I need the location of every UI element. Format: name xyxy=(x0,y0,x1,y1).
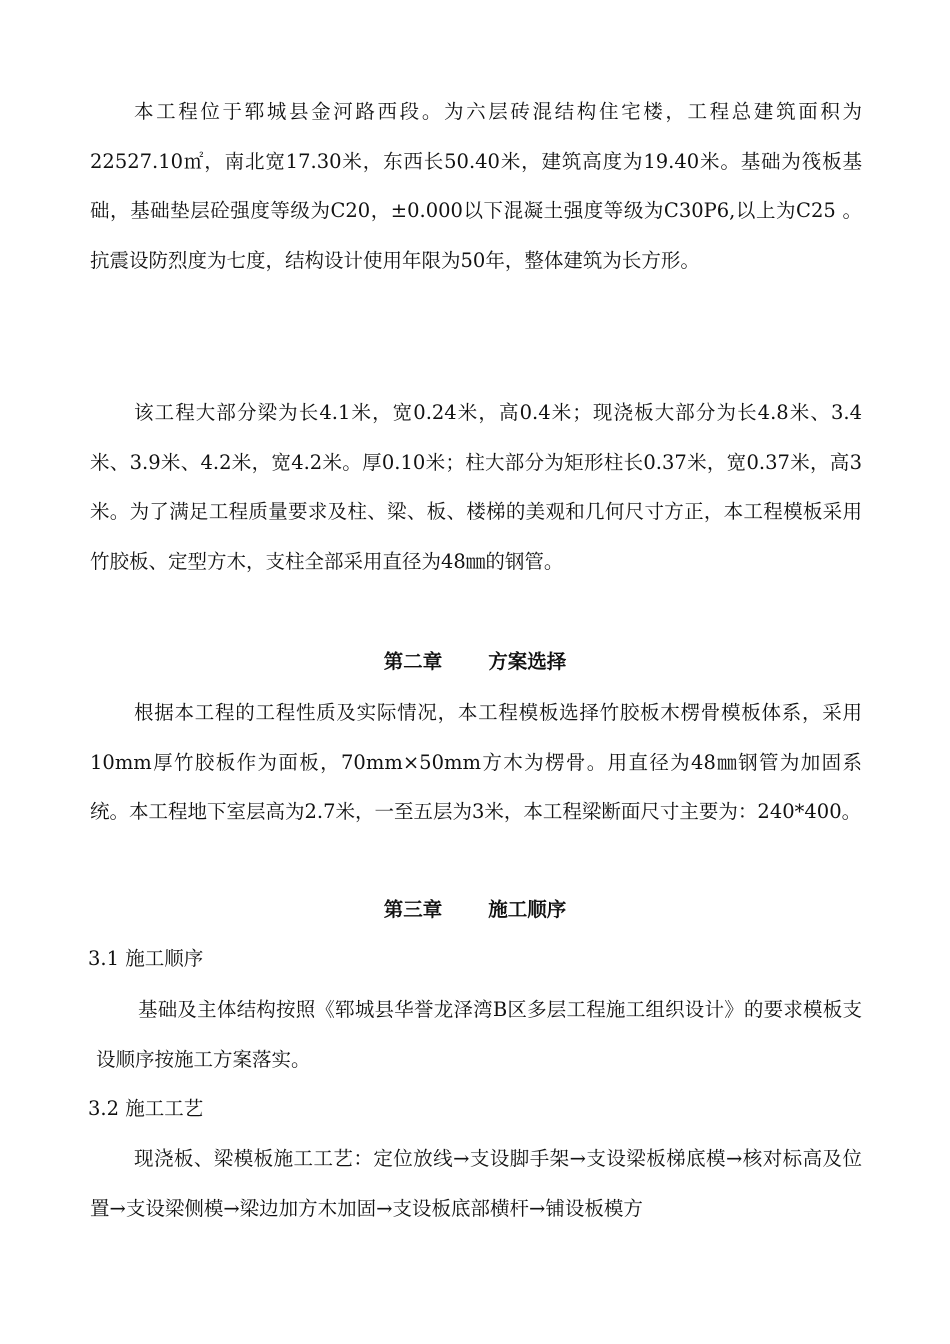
section-3-2-heading: 3.2 施工工艺 xyxy=(88,1097,204,1120)
member-dimensions-paragraph: 该工程大部分梁为长4.1米，宽0.24米，高0.4米；现浇板大部分为长4.8米、3.4米、3.9米、4.2米，宽4.2米。厚0.10米；柱大部分为矩形柱长0.37米，宽0.37米，高3米。为了满足工程质量要求及柱、梁、板、楼梯的美观和几何尺寸方正，本工程模板采用竹胶板、定型方木，支柱全部采用直径为48㎜的钢管。 xyxy=(90,401,862,573)
chapter-3-heading xyxy=(0,895,950,925)
project-overview-paragraph: 本工程位于郓城县金河路西段。为六层砖混结构住宅楼，工程总建筑面积为22527.10㎡，南北宽17.30米，东西长50.40米，建筑高度为19.40米。基础为筏板基础，基础垫层砼强度等级为C20，±0.000以下混凝土强度等级为C30P6,以上为C25 。抗震设防烈度为七度，结构设计使用年限为50年，整体建筑为长方形。 xyxy=(90,100,862,272)
scheme-selection-paragraph: 根据本工程的工程性质及实际情况，本工程模板选择竹胶板木楞骨模板体系，采用10mm厚竹胶板作为面板，70mm×50mm方木为楞骨。用直径为48㎜钢管为加固系统。本工程地下室层高为2.7米，一至五层为3米，本工程梁断面尺寸主要为：240*400。 xyxy=(90,701,862,823)
chapter-3-title: 施工顺序 xyxy=(488,898,567,921)
section-3-1-heading: 3.1 施工顺序 xyxy=(88,947,204,970)
chapter-2-title: 方案选择 xyxy=(488,650,567,673)
construction-process-paragraph: 现浇板、梁模板施工工艺：定位放线→支设脚手架→支设梁板梯底模→核对标高及位置→支设梁侧模→梁边加方木加固→支设板底部横杆→铺设板模方 xyxy=(90,1147,862,1220)
construction-sequence-paragraph: 基础及主体结构按照《郓城县华誉龙泽湾B区多层工程施工组织设计》的要求模板支设顺序按施工方案落实。 xyxy=(96,998,862,1071)
chapter-2-heading xyxy=(0,647,950,677)
chapter-2-number: 第二章 xyxy=(383,650,443,673)
chapter-3-number: 第三章 xyxy=(383,898,443,921)
